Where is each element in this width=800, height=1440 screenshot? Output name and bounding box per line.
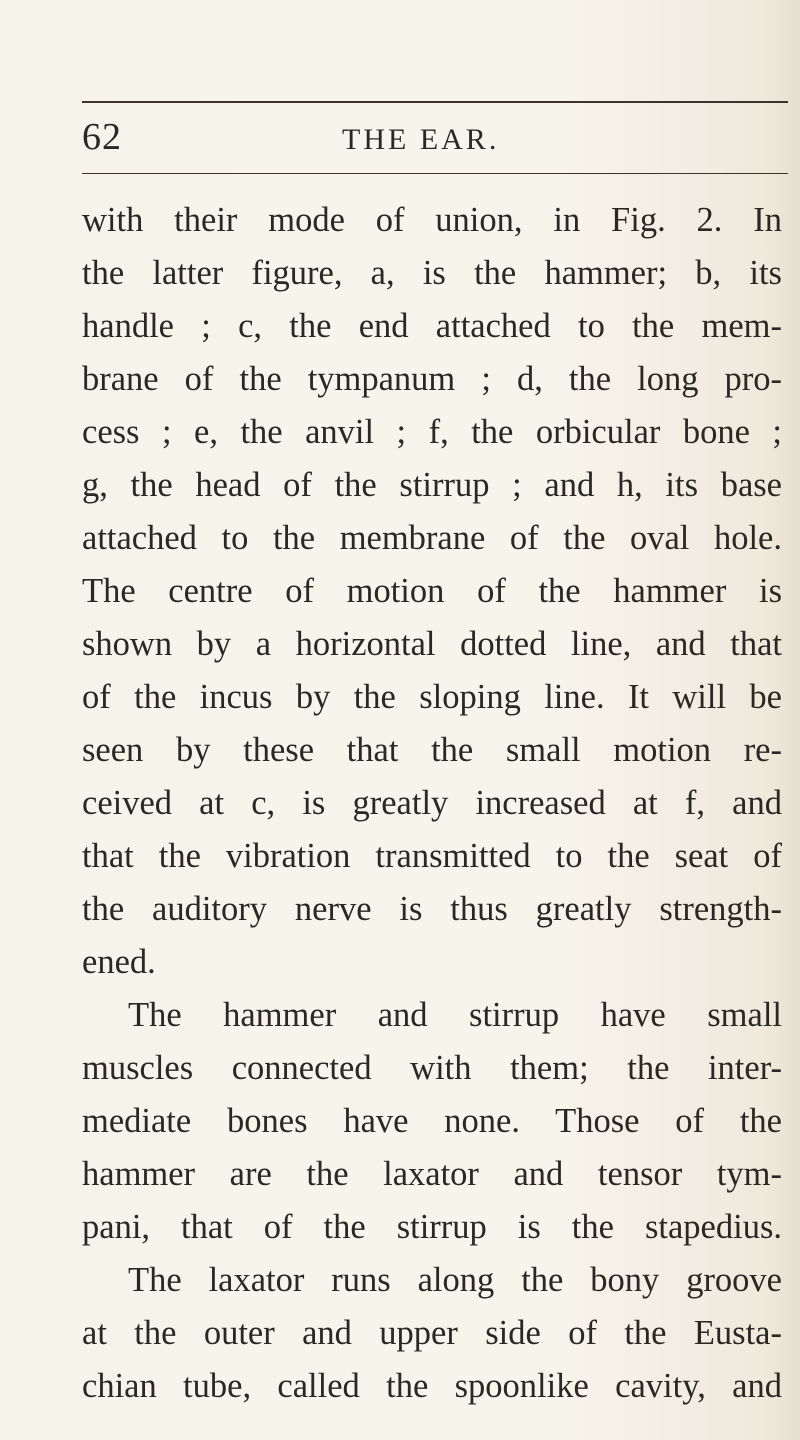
text-line: attached to the membrane of the oval hole. [82,519,782,557]
running-title: THE EAR. [342,123,500,156]
text-line: The centre of motion of the hammer is [82,572,782,610]
text-line: the auditory nerve is thus greatly strength- [82,890,782,928]
text-line: the latter figure, a, is the hammer; b, its [82,254,782,292]
page-number: 62 [82,116,122,158]
body-text [82,194,782,1413]
paragraph-start-line: The hammer and stirrup have small [128,996,782,1034]
text-line: pani, that of the stirrup is the stapedius. [82,1208,782,1246]
header-top-rule [82,101,788,103]
text-line: shown by a horizontal dotted line, and that [82,625,782,663]
text-line: g, the head of the stirrup ; and h, its base [82,466,782,504]
header-bottom-rule [82,173,788,174]
text-line: cess ; e, the anvil ; f, the orbicular bone ; [82,413,782,451]
text-line: chian tube, called the spoonlike cavity, and [82,1367,782,1405]
text-line: hammer are the laxator and tensor tym- [82,1155,782,1193]
text-line: that the vibration transmitted to the seat of [82,837,782,875]
text-line: muscles connected with them; the inter- [82,1049,782,1087]
text-line: handle ; c, the end attached to the mem- [82,307,782,345]
text-line: of the incus by the sloping line. It will be [82,678,782,716]
text-line: seen by these that the small motion re- [82,731,782,769]
text-line: mediate bones have none. Those of the [82,1102,782,1140]
text-line: with their mode of union, in Fig. 2. In [82,201,782,239]
text-line: ened. [82,943,156,981]
text-line: ceived at c, is greatly increased at f, and [82,784,782,822]
text-line: brane of the tympanum ; d, the long pro- [82,360,782,398]
text-line: at the outer and upper side of the Eusta- [82,1314,782,1352]
paragraph-start-line: The laxator runs along the bony groove [128,1261,782,1299]
